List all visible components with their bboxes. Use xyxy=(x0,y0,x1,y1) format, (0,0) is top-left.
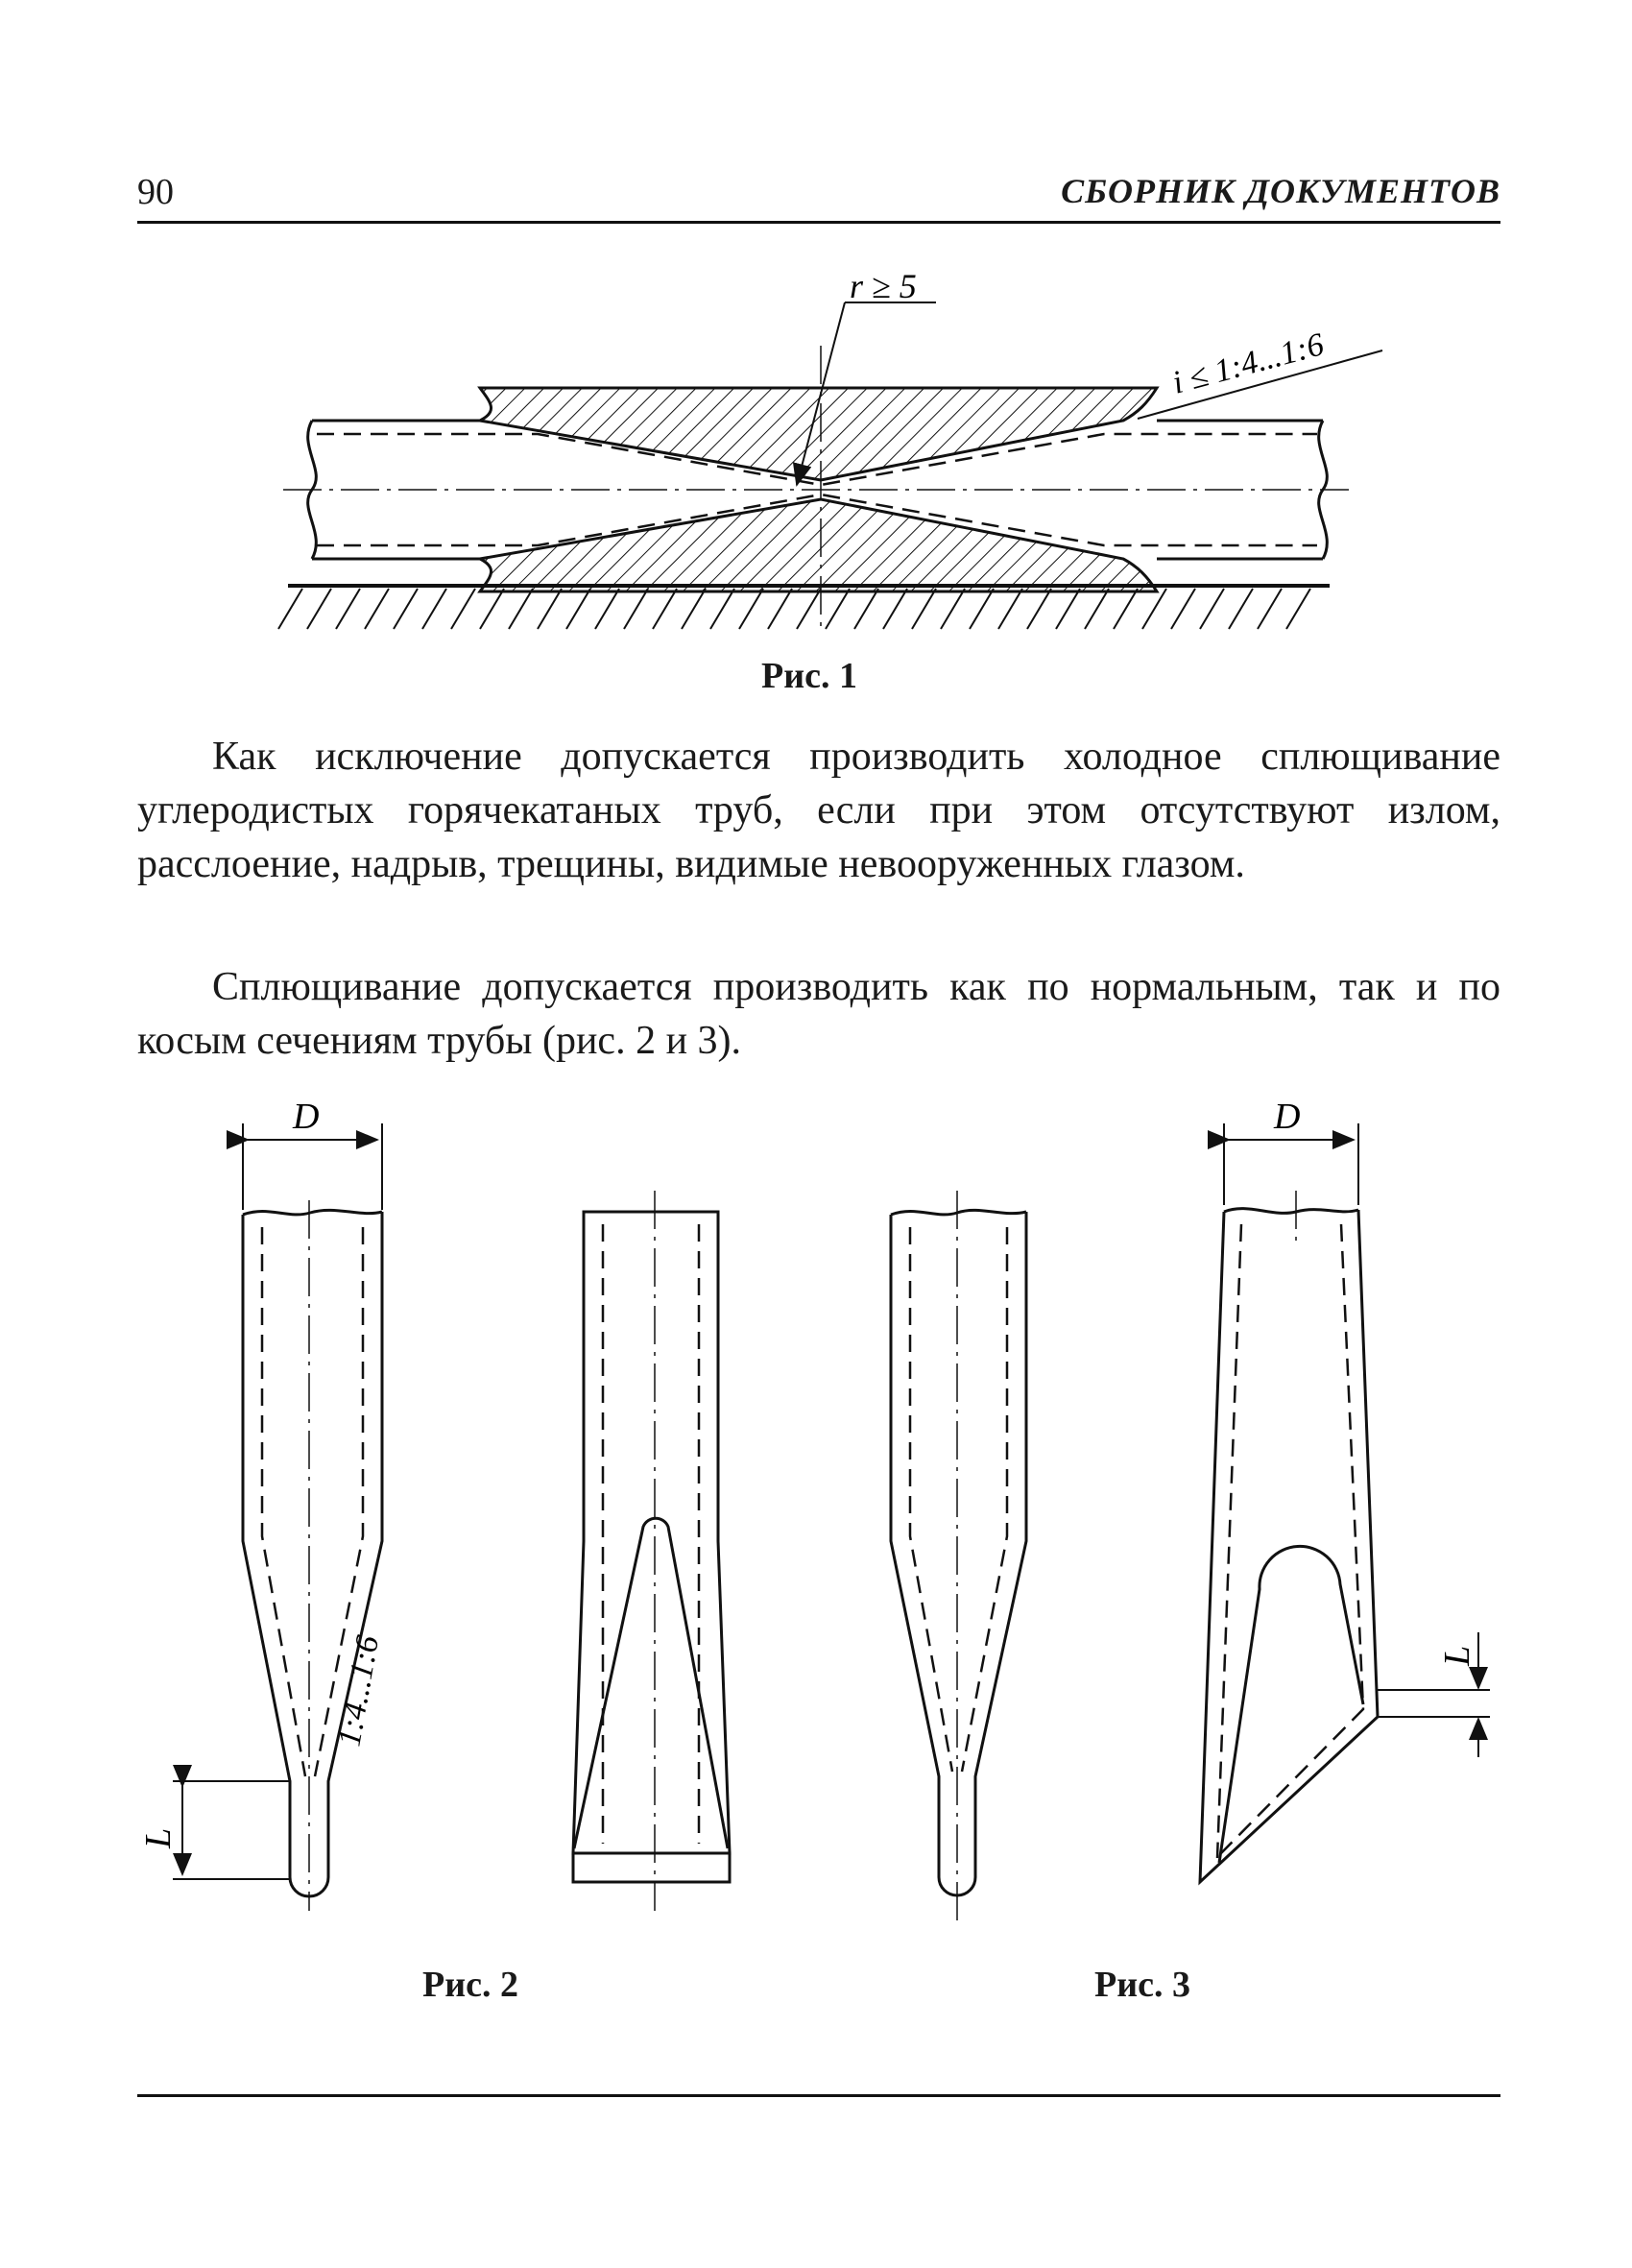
diameter-label-fig3: D xyxy=(1274,1097,1301,1137)
length-label-fig2: L xyxy=(138,1827,179,1848)
slope-label-fig2: 1:4...1:6 xyxy=(331,1632,387,1749)
figure-3-tapered-pipe xyxy=(891,1191,1026,1920)
figure-2-caption: Рис. 2 xyxy=(422,1965,518,2005)
footer-rule xyxy=(137,2094,1500,2097)
running-title: СБОРНИК ДОКУМЕНТОВ xyxy=(1061,172,1500,210)
figure-1-caption: Рис. 1 xyxy=(761,656,857,696)
figure-3-caption: Рис. 3 xyxy=(1094,1965,1190,2005)
figure-3-oblique-pipe xyxy=(1200,1123,1490,1882)
radius-label: r ≥ 5 xyxy=(850,267,917,305)
diameter-label-fig2: D xyxy=(293,1097,320,1137)
figure-2-flattened-wedge xyxy=(573,1191,730,1911)
figure-2-tapered-pipe xyxy=(173,1123,382,1911)
figure-1-drawing xyxy=(278,302,1382,634)
length-label-fig3: L xyxy=(1437,1645,1477,1666)
paragraph-1: Как исключение допускается производить холодное сплющивание углеродистых горячекатаных труб, если при этом отсутствуют излом, расслоение, надрыв, трещины, видимые невооруженных глазом. xyxy=(137,735,1500,886)
slope-label-fig1: i ≤ 1:4...1:6 xyxy=(1168,326,1328,401)
page-number: 90 xyxy=(137,172,174,212)
paragraph-2: Сплющивание допускается производить как по нормальным, так и по косым сечениям трубы (рис. 2 и 3). xyxy=(137,965,1500,1063)
